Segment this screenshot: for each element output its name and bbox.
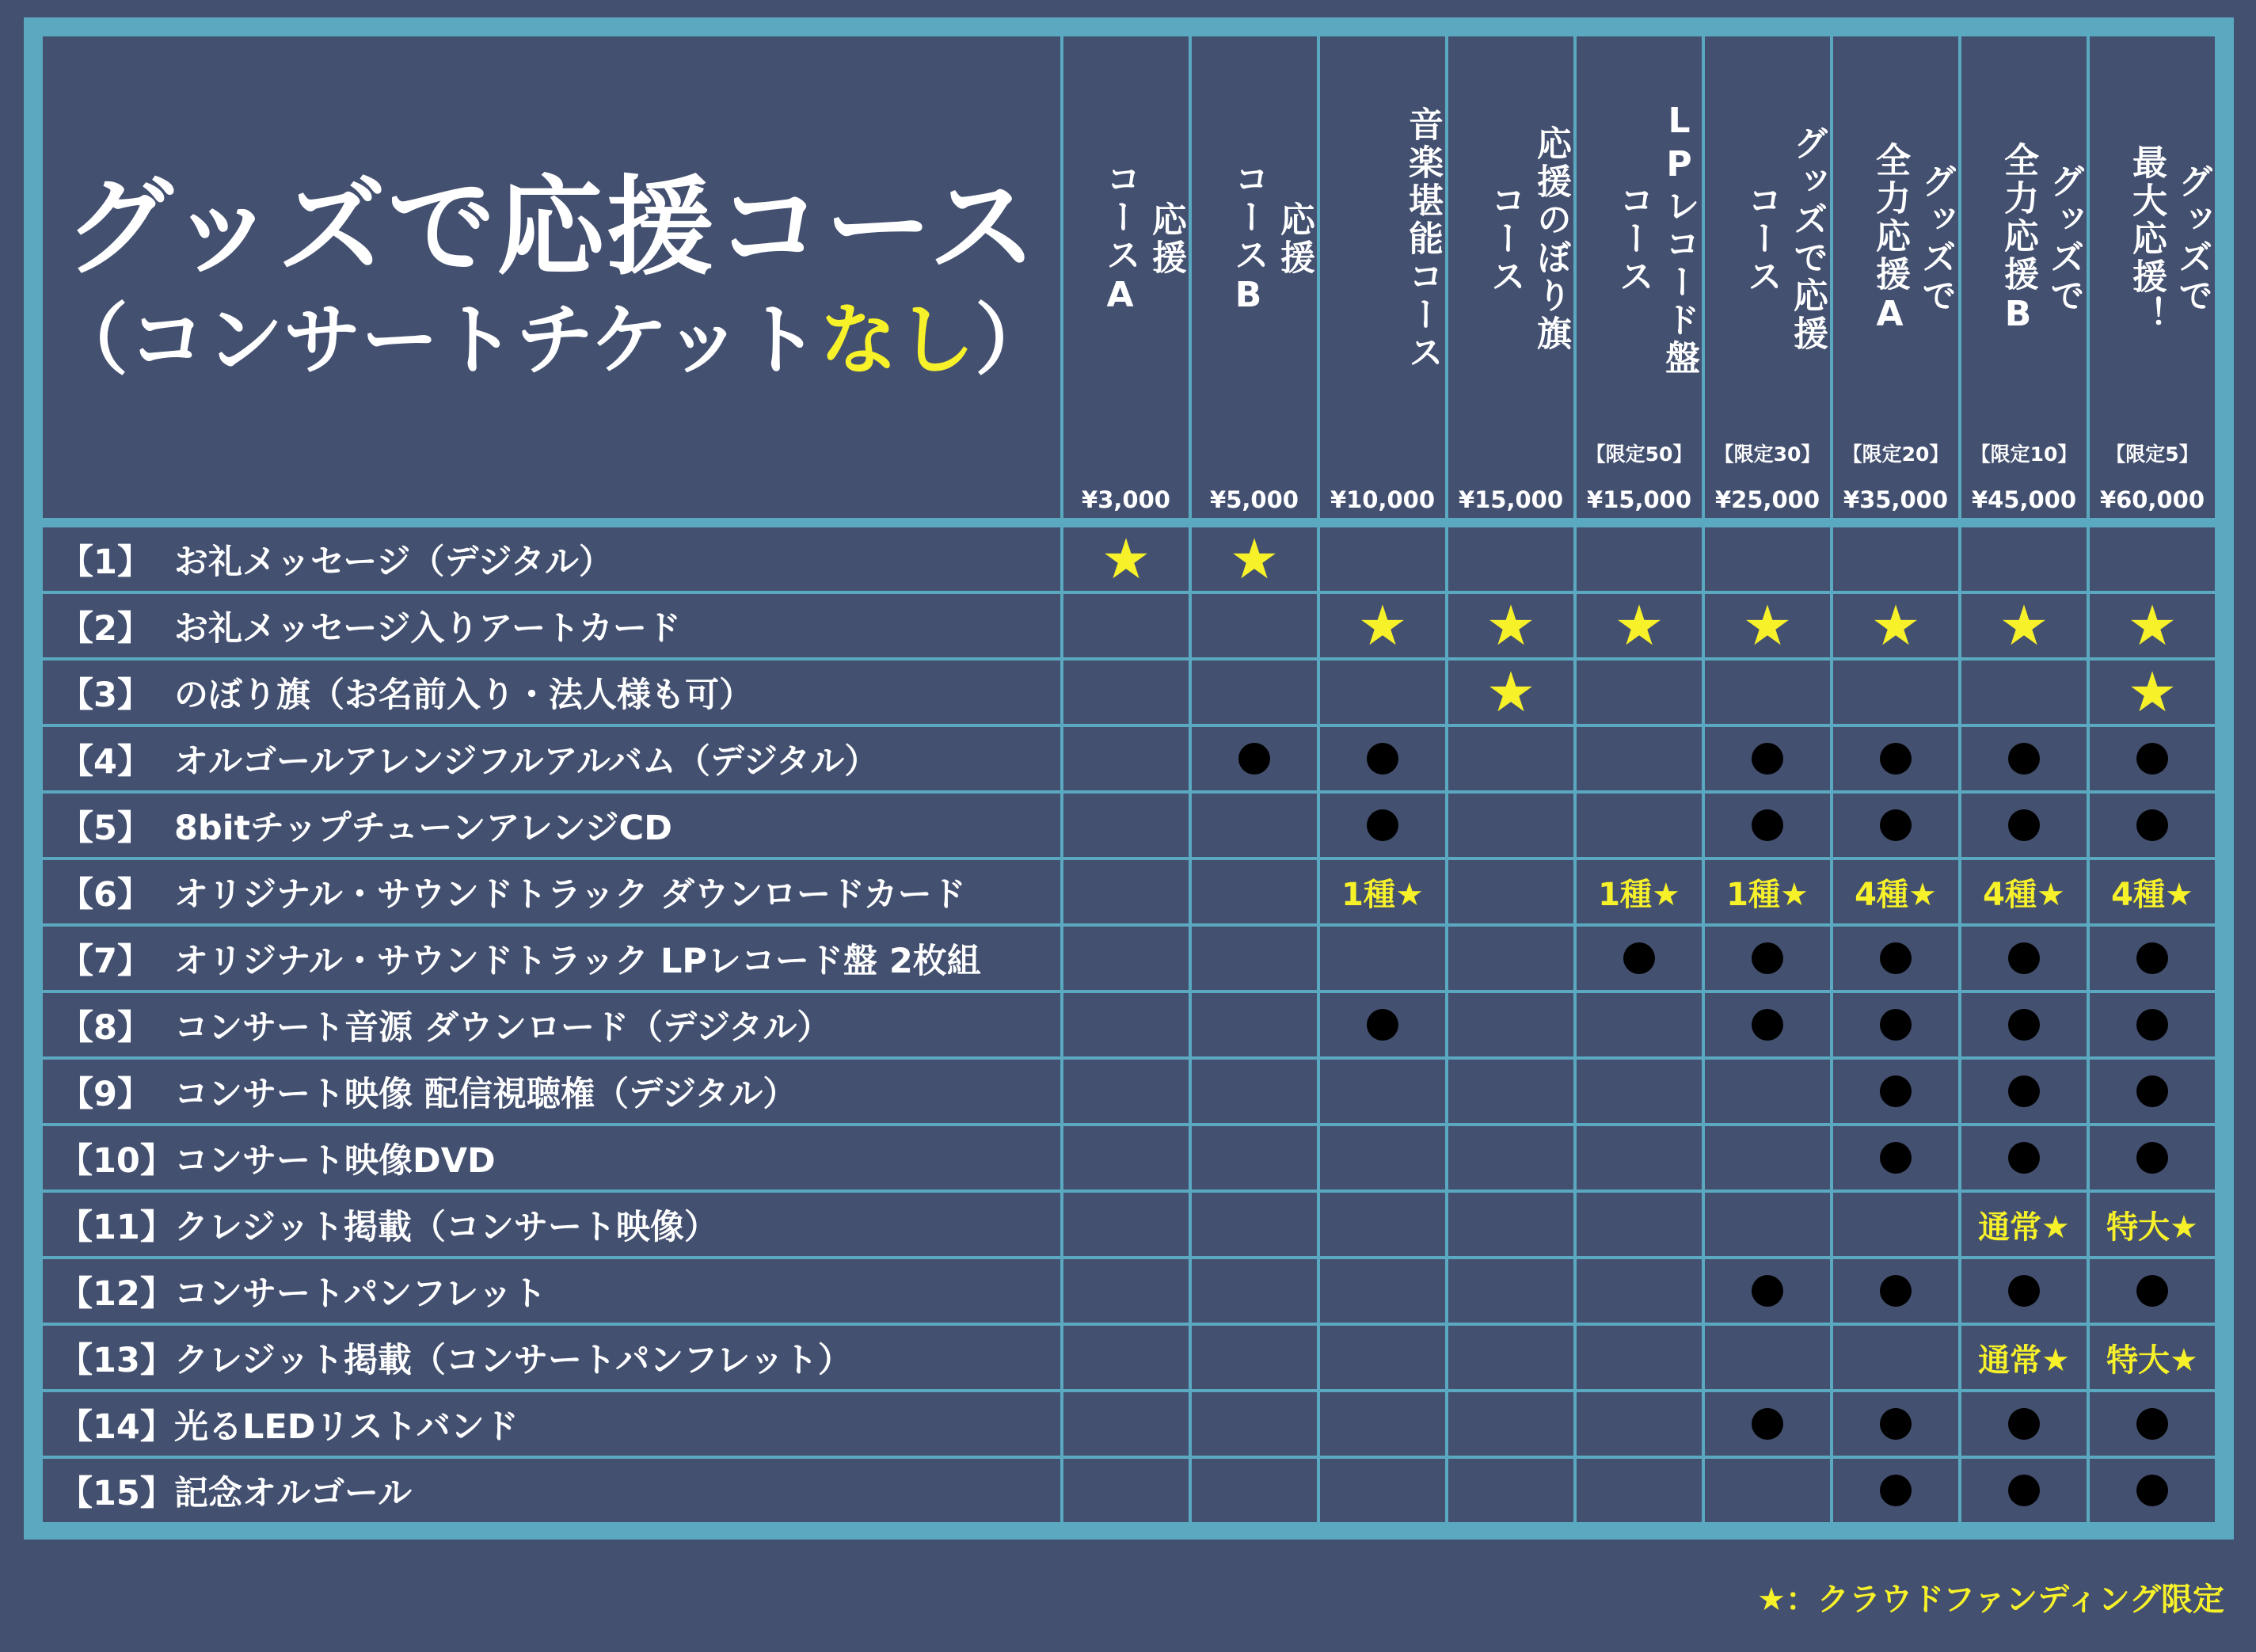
table-cell: [1705, 1060, 1830, 1123]
row-label: [43, 1326, 1060, 1389]
row-item-text: オリジナル・サウンドトラック LPレコード盤 2枚組: [174, 941, 981, 981]
table-cell: [1448, 727, 1573, 790]
row-label: [43, 1259, 1060, 1323]
included-dot-icon: [2008, 1275, 2040, 1307]
row-number: 【9】: [59, 1074, 151, 1114]
included-dot-icon: [2136, 1408, 2168, 1440]
table-cell: [1833, 527, 1958, 591]
row-number: 【11】: [59, 1207, 174, 1247]
table-cell: [1705, 594, 1830, 657]
subtitle-open: （コンサートチケット: [50, 295, 820, 386]
row-label: [43, 794, 1060, 857]
included-dot-icon: [2008, 942, 2040, 974]
table-cell: [1961, 794, 2087, 857]
table-cell: [1961, 1060, 2087, 1123]
table-cell: [1448, 1259, 1573, 1323]
row-label: [43, 1193, 1060, 1256]
table-cell: [1961, 527, 2087, 591]
table-cell: [2090, 1259, 2215, 1323]
table-cell: [2090, 1126, 2215, 1190]
row-item-text: クレジット掲載（コンサートパンフレット）: [174, 1340, 852, 1380]
row-label: [43, 1060, 1060, 1123]
table-cell: [1961, 1326, 2087, 1389]
row-item-text: クレジット掲載（コンサート映像）: [174, 1207, 718, 1247]
subtitle-accent: なし: [820, 295, 976, 386]
table-cell: [1063, 1060, 1189, 1123]
table-cell: [1448, 993, 1573, 1056]
table-cell: [1577, 1126, 1702, 1190]
table-cell: [1833, 794, 1958, 857]
table-cell: [2090, 1392, 2215, 1456]
mark-text: 通常★: [1978, 1209, 2070, 1246]
table-cell: [1833, 927, 1958, 990]
course-header: [1833, 36, 1958, 518]
row-item-text: 光るLEDリストバンド: [174, 1406, 519, 1447]
included-dot-icon: [2008, 1408, 2040, 1440]
crowdfunding-star-icon: ★: [1486, 593, 1536, 658]
table-cell: [1577, 1392, 1702, 1456]
course-price: ¥3,000: [1082, 486, 1170, 513]
table-cell: [1192, 993, 1317, 1056]
table-cell: [1961, 1392, 2087, 1456]
row-number: 【15】: [59, 1473, 174, 1513]
course-name: グッズで 全力応援B: [1998, 141, 2084, 337]
row-label: [43, 993, 1060, 1056]
included-dot-icon: [1752, 1009, 1783, 1041]
row-number: 【1】: [59, 542, 151, 582]
table-cell: [1320, 1459, 1445, 1522]
row-item-text: お礼メッセージ入りアートカード: [174, 608, 681, 649]
table-cell: [1320, 1193, 1445, 1256]
included-dot-icon: [1880, 809, 1912, 841]
included-dot-icon: [1880, 743, 1912, 775]
included-dot-icon: [2136, 1475, 2168, 1506]
included-dot-icon: [1752, 942, 1783, 974]
table-cell: [1192, 1193, 1317, 1256]
row-label: [43, 727, 1060, 790]
table-cell: [1063, 1259, 1189, 1323]
page-title: グッズで応援コース: [65, 166, 1038, 291]
legend-note: ★：クラウドファンディング限定: [1757, 1582, 2224, 1618]
course-price: ¥45,000: [1971, 486, 2077, 513]
table-cell: [1961, 660, 2087, 724]
table-cell: [1705, 660, 1830, 724]
table-cell: [1577, 1459, 1702, 1522]
course-header: [2090, 36, 2215, 518]
row-label: [43, 860, 1060, 923]
row-number: 【3】: [59, 675, 151, 715]
course-price: ¥15,000: [1586, 486, 1692, 513]
table-cell: [1320, 1126, 1445, 1190]
table-cell: [1063, 1326, 1189, 1389]
included-dot-icon: [2136, 1275, 2168, 1307]
crowdfunding-star-icon: ★: [1614, 593, 1664, 658]
table-cell: [1192, 927, 1317, 990]
table-cell: [1833, 1326, 1958, 1389]
course-header: [1705, 36, 1830, 518]
mark-text: 4種★: [2111, 876, 2193, 913]
table-cell: [1833, 594, 1958, 657]
table-cell: [1192, 1459, 1317, 1522]
table-cell: [1577, 860, 1702, 923]
table-cell: [1448, 527, 1573, 591]
row-label: [43, 1126, 1060, 1190]
table-cell: [1192, 794, 1317, 857]
included-dot-icon: [1238, 743, 1270, 775]
table-cell: [1577, 527, 1702, 591]
table-cell: [2090, 1326, 2215, 1389]
crowdfunding-star-icon: ★: [1357, 593, 1408, 658]
table-cell: [1320, 927, 1445, 990]
included-dot-icon: [2136, 942, 2168, 974]
row-label: [43, 594, 1060, 657]
course-header: [1448, 36, 1573, 518]
row-label: [43, 927, 1060, 990]
course-limit: 【限定10】: [1970, 443, 2078, 466]
course-name: グッズで応援 コース: [1741, 125, 1828, 353]
course-price: ¥25,000: [1714, 486, 1820, 513]
course-name: グッズで 最大応援！: [2126, 144, 2212, 334]
included-dot-icon: [1880, 1408, 1912, 1440]
course-price: ¥15,000: [1458, 486, 1564, 513]
table-cell: [1063, 594, 1189, 657]
included-dot-icon: [2008, 809, 2040, 841]
table-cell: [1320, 1326, 1445, 1389]
course-header: [1961, 36, 2087, 518]
table-cell: [1833, 1259, 1958, 1323]
table-cell: [1192, 1126, 1317, 1190]
course-header: [1320, 36, 1445, 518]
course-name: 応援のぼり旗 コース: [1485, 125, 1571, 353]
included-dot-icon: [1880, 1475, 1912, 1506]
table-cell: [1705, 1193, 1830, 1256]
table-cell: [1705, 860, 1830, 923]
table-cell: [1063, 1459, 1189, 1522]
table-cell: [2090, 927, 2215, 990]
table-cell: [1192, 1060, 1317, 1123]
included-dot-icon: [1880, 1275, 1912, 1307]
table-cell: [1577, 993, 1702, 1056]
table-cell: [1448, 860, 1573, 923]
table-cell: [1961, 1193, 2087, 1256]
table-cell: [1320, 1060, 1445, 1123]
course-price: ¥10,000: [1330, 486, 1436, 513]
table-cell: [1705, 1326, 1830, 1389]
row-item-text: コンサート音源 ダウンロード（デジタル）: [174, 1007, 831, 1048]
table-cell: [1320, 660, 1445, 724]
course-limit: 【限定5】: [2106, 443, 2199, 466]
table-cell: [1063, 660, 1189, 724]
mark-text: 1種★: [1598, 876, 1680, 913]
course-header: [1192, 36, 1317, 518]
included-dot-icon: [2008, 743, 2040, 775]
table-cell: [1705, 794, 1830, 857]
mark-text: 1種★: [1341, 876, 1424, 913]
table-cell: [1705, 1259, 1830, 1323]
included-dot-icon: [1752, 743, 1783, 775]
row-item-text: コンサート映像DVD: [174, 1140, 496, 1181]
table-cell: [1063, 1392, 1189, 1456]
table-cell: [1705, 1126, 1830, 1190]
table-cell: [1320, 727, 1445, 790]
included-dot-icon: [2008, 1075, 2040, 1107]
table-cell: [1961, 860, 2087, 923]
table-cell: [2090, 993, 2215, 1056]
row-item-text: コンサート映像 配信視聴権（デジタル）: [174, 1074, 797, 1114]
table-cell: [1063, 993, 1189, 1056]
table-cell: [1833, 860, 1958, 923]
table-cell: [1577, 1193, 1702, 1256]
row-number: 【6】: [59, 874, 151, 915]
course-price: ¥60,000: [2099, 486, 2205, 513]
mark-text: 通常★: [1978, 1342, 2070, 1379]
table-cell: [1448, 1392, 1573, 1456]
row-number: 【4】: [59, 741, 151, 782]
table-cell: [1833, 727, 1958, 790]
table-cell: [1320, 594, 1445, 657]
table-cell: [1833, 1459, 1958, 1522]
table-cell: [2090, 594, 2215, 657]
table-cell: [1961, 1259, 2087, 1323]
included-dot-icon: [1752, 809, 1783, 841]
table-cell: [2090, 1193, 2215, 1256]
table-cell: [1705, 927, 1830, 990]
table-cell: [1961, 727, 2087, 790]
included-dot-icon: [1367, 743, 1398, 775]
table-cell: [1192, 660, 1317, 724]
row-item-text: オリジナル・サウンドトラック ダウンロードカード: [174, 874, 966, 915]
table-cell: [1833, 660, 1958, 724]
table-cell: [2090, 1060, 2215, 1123]
crowdfunding-star-icon: ★: [2127, 593, 2178, 658]
table-cell: [1577, 794, 1702, 857]
page-subtitle: [51, 295, 1052, 388]
included-dot-icon: [1880, 1009, 1912, 1041]
crowdfunding-star-icon: ★: [1999, 593, 2049, 658]
included-dot-icon: [2136, 1009, 2168, 1041]
table-cell: [1961, 927, 2087, 990]
table-cell: [1833, 1126, 1958, 1190]
table-cell: [1063, 727, 1189, 790]
table-cell: [1705, 727, 1830, 790]
row-number: 【7】: [59, 941, 151, 981]
table-cell: [2090, 860, 2215, 923]
included-dot-icon: [2008, 1475, 2040, 1506]
table-cell: [1192, 527, 1317, 591]
course-name: 音楽堪能コース: [1402, 106, 1443, 372]
table-cell: [1833, 993, 1958, 1056]
row-number: 【5】: [59, 808, 151, 848]
included-dot-icon: [1367, 1009, 1398, 1041]
row-item-text: 記念オルゴール: [174, 1473, 413, 1513]
table-cell: [1833, 1193, 1958, 1256]
mark-text: 4種★: [1983, 876, 2065, 913]
mark-text: 特大★: [2106, 1342, 2198, 1379]
table-cell: [1192, 1392, 1317, 1456]
table-cell: [1833, 1060, 1958, 1123]
table-cell: [1961, 1459, 2087, 1522]
table-cell: [1063, 860, 1189, 923]
table-cell: [1192, 727, 1317, 790]
table-cell: [1063, 1193, 1189, 1256]
included-dot-icon: [2136, 1142, 2168, 1174]
crowdfunding-star-icon: ★: [1486, 660, 1536, 725]
table-cell: [1192, 1259, 1317, 1323]
table-cell: [1577, 594, 1702, 657]
table-cell: [1961, 1126, 2087, 1190]
subtitle-close: ）: [975, 295, 1053, 386]
course-price: ¥35,000: [1843, 486, 1949, 513]
included-dot-icon: [1623, 942, 1655, 974]
table-cell: [1705, 1392, 1830, 1456]
row-item-text: のぼり旗（お名前入り・法人様も可）: [174, 675, 753, 715]
row-item-text: コンサートパンフレット: [174, 1273, 546, 1314]
table-cell: [1448, 794, 1573, 857]
row-number: 【2】: [59, 608, 151, 649]
crowdfunding-star-icon: ★: [1742, 593, 1793, 658]
course-table: [24, 17, 2234, 1540]
course-name: LPレコード盤 コース: [1613, 101, 1699, 378]
table-cell: [1833, 1392, 1958, 1456]
row-item-text: オルゴールアレンジフルアルバム（デジタル）: [174, 741, 879, 782]
table-cell: [1192, 1326, 1317, 1389]
table-cell: [1961, 594, 2087, 657]
course-header: [1063, 36, 1189, 518]
mark-text: 特大★: [2106, 1209, 2198, 1246]
included-dot-icon: [2008, 1009, 2040, 1041]
table-cell: [1320, 993, 1445, 1056]
title-block: [43, 36, 1060, 518]
included-dot-icon: [1367, 809, 1398, 841]
included-dot-icon: [1880, 1142, 1912, 1174]
table-cell: [1577, 927, 1702, 990]
row-label: [43, 1392, 1060, 1456]
table-cell: [1577, 660, 1702, 724]
table-cell: [1320, 1392, 1445, 1456]
table-cell: [2090, 727, 2215, 790]
row-label: [43, 660, 1060, 724]
table-cell: [2090, 1459, 2215, 1522]
course-name: グッズで 全力応援A: [1870, 141, 1956, 337]
row-number: 【13】: [59, 1340, 174, 1380]
course-limit: 【限定30】: [1714, 443, 1821, 466]
included-dot-icon: [1880, 942, 1912, 974]
course-name: 応援 コースA: [1100, 160, 1186, 318]
included-dot-icon: [2008, 1142, 2040, 1174]
included-dot-icon: [2136, 809, 2168, 841]
crowdfunding-star-icon: ★: [2127, 660, 2178, 725]
table-cell: [1448, 1193, 1573, 1256]
table-cell: [1448, 1459, 1573, 1522]
included-dot-icon: [1752, 1275, 1783, 1307]
table-cell: [1320, 527, 1445, 591]
crowdfunding-star-icon: ★: [1229, 527, 1280, 592]
mark-text: 4種★: [1855, 876, 1937, 913]
table-cell: [1448, 1126, 1573, 1190]
table-cell: [1320, 794, 1445, 857]
included-dot-icon: [1752, 1408, 1783, 1440]
course-name: 応援 コースB: [1228, 160, 1314, 318]
course-limit: 【限定20】: [1842, 443, 1950, 466]
table-cell: [1705, 993, 1830, 1056]
row-item-text: 8bitチップチューンアレンジCD: [174, 808, 672, 848]
mark-text: 1種★: [1726, 876, 1809, 913]
row-label: [43, 527, 1060, 591]
included-dot-icon: [1880, 1075, 1912, 1107]
crowdfunding-star-icon: ★: [1870, 593, 1921, 658]
table-cell: [1577, 727, 1702, 790]
table-cell: [1063, 927, 1189, 990]
table-cell: [1448, 927, 1573, 990]
table-cell: [1961, 993, 2087, 1056]
table-cell: [1063, 1126, 1189, 1190]
table-cell: [2090, 794, 2215, 857]
table-cell: [1448, 594, 1573, 657]
course-limit: 【限定50】: [1585, 443, 1693, 466]
table-cell: [1320, 860, 1445, 923]
table-cell: [1448, 1326, 1573, 1389]
table-cell: [1320, 1259, 1445, 1323]
table-cell: [2090, 660, 2215, 724]
crowdfunding-star-icon: ★: [1101, 527, 1151, 592]
table-cell: [1063, 794, 1189, 857]
table-cell: [1448, 1060, 1573, 1123]
row-number: 【8】: [59, 1007, 151, 1048]
table-cell: [2090, 527, 2215, 591]
row-item-text: お礼メッセージ（デジタル）: [174, 542, 613, 582]
table-cell: [1705, 1459, 1830, 1522]
table-cell: [1577, 1060, 1702, 1123]
table-cell: [1448, 660, 1573, 724]
row-number: 【14】: [59, 1406, 174, 1447]
table-cell: [1192, 594, 1317, 657]
table-cell: [1063, 527, 1189, 591]
table-cell: [1192, 860, 1317, 923]
table-cell: [1577, 1259, 1702, 1323]
included-dot-icon: [2136, 743, 2168, 775]
table-cell: [1577, 1326, 1702, 1389]
included-dot-icon: [2136, 1075, 2168, 1107]
row-number: 【12】: [59, 1273, 174, 1314]
course-header: [1577, 36, 1702, 518]
row-number: 【10】: [59, 1140, 174, 1181]
table-cell: [1705, 527, 1830, 591]
course-price: ¥5,000: [1210, 486, 1299, 513]
row-label: [43, 1459, 1060, 1522]
